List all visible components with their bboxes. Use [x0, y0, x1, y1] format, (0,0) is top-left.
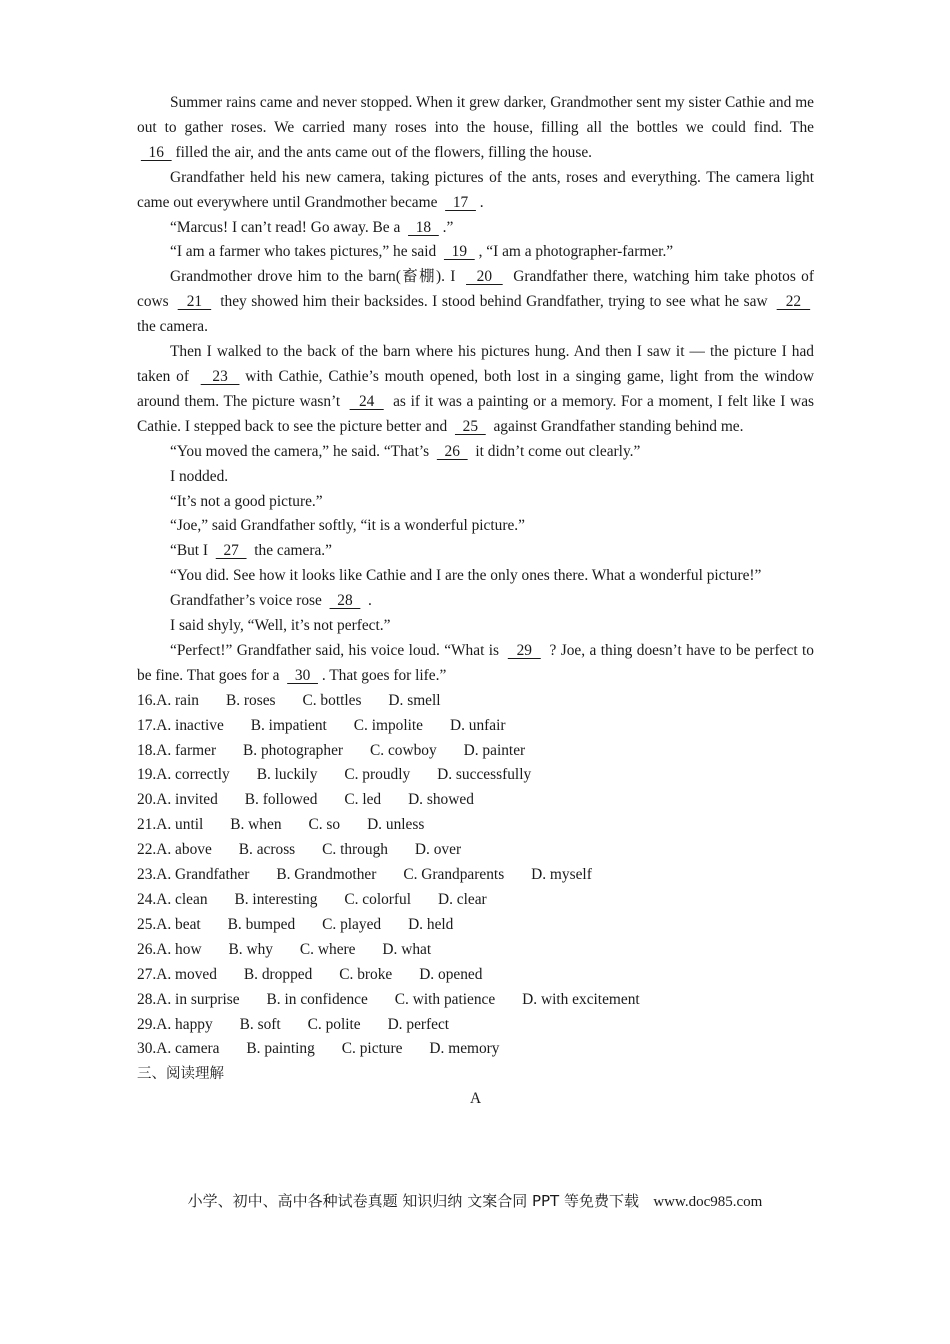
option-row-25: [137, 913, 814, 938]
option-num: 27.: [137, 965, 157, 983]
option-a[interactable]: A. clean: [156, 891, 208, 908]
passage-paragraph: [137, 440, 814, 465]
option-b[interactable]: B. followed: [244, 791, 318, 809]
option-d[interactable]: D. myself: [531, 866, 592, 884]
passage-text: “But I: [170, 542, 212, 560]
option-row-28: [137, 988, 814, 1013]
option-num: 30.: [137, 1040, 157, 1058]
blank-17: 17: [445, 193, 476, 211]
option-row-29: [137, 1013, 814, 1038]
options-list: [137, 689, 814, 1063]
passage-text: .”: [442, 218, 454, 236]
option-c[interactable]: C. played: [322, 915, 382, 933]
option-b[interactable]: B. roses: [225, 691, 276, 709]
option-num: 25.: [137, 915, 157, 933]
footer: [0, 1190, 950, 1211]
passage-paragraph: [137, 589, 814, 614]
option-row-19: [137, 763, 814, 788]
option-num: 20.: [137, 791, 157, 809]
part-label: A: [469, 1090, 482, 1108]
option-b[interactable]: B. photographer: [243, 741, 344, 759]
passage-text: “Perfect!” Grandfather said, his voice loud. “What is: [170, 641, 504, 659]
passage-text: against Grandfather standing behind me.: [489, 417, 744, 435]
passage-paragraph: [137, 216, 814, 241]
option-row-27: [137, 963, 814, 988]
option-a[interactable]: A. happy: [156, 1015, 213, 1033]
passage-text: .: [479, 193, 484, 211]
option-d[interactable]: D. what: [382, 940, 432, 958]
option-a[interactable]: A. in surprise: [156, 990, 240, 1008]
option-b[interactable]: B. when: [230, 816, 282, 834]
passage-text: Grandfather held his new camera, taking pictures of the ants, roses and everything. The camera light came out everywhere until Grandmother became: [137, 168, 814, 211]
passage-paragraph: [137, 490, 814, 515]
passage-text: filled the air, and the ants came out of the flowers, filling the house.: [175, 143, 593, 161]
option-a[interactable]: A. above: [156, 841, 212, 859]
section-title: 三、阅读理解: [137, 1066, 224, 1083]
passage-text: .: [364, 592, 372, 610]
passage-paragraph: [137, 340, 814, 440]
option-a[interactable]: A. invited: [156, 791, 218, 809]
option-d[interactable]: D. opened: [419, 965, 483, 983]
passage-text: the camera.”: [250, 542, 332, 560]
passage-paragraph: [137, 240, 814, 265]
option-num: 16.: [137, 691, 157, 709]
option-c[interactable]: C. impolite: [353, 716, 424, 734]
passage-text: I said shyly, “Well, it’s not perfect.”: [170, 617, 391, 635]
passage-text: they showed him their backsides. I stood behind Grandfather, trying to see what he saw: [215, 293, 773, 311]
passage-text: “I am a farmer who takes pictures,” he said: [170, 243, 441, 261]
option-d[interactable]: D. unless: [367, 816, 425, 834]
option-row-30: [137, 1037, 814, 1062]
passage-paragraph: [137, 91, 814, 166]
option-c[interactable]: C. proudly: [344, 766, 411, 784]
passage-paragraph: [137, 614, 814, 639]
blank-22: 22: [776, 293, 811, 311]
blank-28: 28: [329, 592, 361, 610]
blank-18: 18: [408, 218, 439, 236]
option-d[interactable]: D. perfect: [387, 1015, 450, 1033]
passage-text: Then I walked to the back of the barn where his pictures hung. And then I saw it — the picture I had taken of: [137, 343, 814, 385]
passage-text: with Cathie, Cathie’s mouth opened, both lost in a singing game, light from the window around them. The picture wasn’t: [137, 367, 814, 410]
option-row-21: [137, 813, 814, 838]
blank-20: 20: [466, 268, 503, 286]
option-row-24: [137, 888, 814, 913]
option-row-16: [137, 689, 814, 714]
passage-text: , “I am a photographer-farmer.”: [478, 243, 674, 261]
blank-25: 25: [454, 417, 486, 435]
blank-29: 29: [507, 641, 541, 659]
option-a[interactable]: A. rain: [156, 691, 199, 709]
option-row-26: [137, 938, 814, 963]
blank-24: 24: [349, 392, 384, 410]
option-a[interactable]: A. beat: [156, 915, 201, 933]
footer-text: 小学、初中、高中各种试卷真题 知识归纳 文案合同 PPT 等免费下载: [187, 1192, 639, 1210]
passage-text: Grandfather’s voice rose: [170, 592, 326, 610]
option-b[interactable]: B. interesting: [234, 891, 318, 908]
option-c[interactable]: C. led: [344, 791, 382, 809]
option-a[interactable]: A. camera: [156, 1040, 220, 1058]
passage-paragraph: [137, 514, 814, 539]
option-d[interactable]: D. memory: [429, 1040, 500, 1058]
option-a[interactable]: A. inactive: [156, 716, 224, 734]
passage-text: I nodded.: [170, 467, 229, 485]
option-num: 28.: [137, 990, 157, 1008]
passage-paragraph: [137, 166, 814, 216]
option-b[interactable]: B. why: [228, 940, 273, 958]
option-a[interactable]: A. moved: [156, 965, 217, 983]
option-row-23: [137, 863, 814, 888]
blank-19: 19: [443, 243, 475, 261]
option-b[interactable]: B. across: [238, 841, 296, 859]
option-row-22: [137, 838, 814, 863]
option-a[interactable]: A. how: [156, 940, 202, 958]
passage-paragraph: [137, 564, 814, 589]
option-d[interactable]: D. clear: [437, 891, 487, 908]
option-c[interactable]: C. picture: [341, 1040, 403, 1058]
option-d[interactable]: D. held: [408, 915, 454, 933]
option-c[interactable]: C. Grandparents: [403, 866, 505, 884]
option-b[interactable]: B. Grandmother: [276, 866, 377, 884]
option-num: 23.: [137, 866, 157, 884]
option-row-18: [137, 739, 814, 764]
blank-16: 16: [140, 143, 172, 161]
option-num: 29.: [137, 1015, 157, 1033]
option-a[interactable]: A. correctly: [156, 766, 230, 784]
option-num: 22.: [137, 841, 157, 859]
option-num: 24.: [137, 891, 157, 908]
option-b[interactable]: B. dropped: [243, 965, 313, 983]
passage-text: it didn’t come out clearly.”: [471, 442, 641, 460]
option-c[interactable]: C. through: [322, 841, 388, 859]
passage-paragraph: [137, 465, 814, 490]
blank-27: 27: [215, 542, 247, 560]
option-num: 17.: [137, 716, 157, 734]
option-a[interactable]: A. until: [156, 816, 204, 834]
passage-text: ? Joe, a thing doesn’t have to be perfect to be fine. That goes for a: [137, 641, 814, 684]
passage-text: Summer rains came and never stopped. When it grew darker, Grandmother sent my sister Cathie and me out to gather roses. We carried many roses into the house, filling all the bottles we could find. The: [137, 94, 814, 136]
exam-content: [137, 91, 814, 1112]
option-b[interactable]: B. impatient: [250, 716, 327, 734]
option-row-20: [137, 788, 814, 813]
option-a[interactable]: A. farmer: [156, 741, 217, 759]
blank-21: 21: [177, 293, 212, 311]
option-b[interactable]: B. soft: [239, 1015, 281, 1033]
passage-paragraph: [137, 539, 814, 564]
option-b[interactable]: B. painting: [246, 1040, 315, 1058]
passage-text: “It’s not a good picture.”: [170, 492, 323, 510]
option-b[interactable]: B. luckily: [256, 766, 318, 784]
option-d[interactable]: D. painter: [463, 741, 526, 759]
option-a[interactable]: A. Grandfather: [156, 866, 250, 884]
footer-url[interactable]: www.doc985.com: [653, 1194, 763, 1210]
option-c[interactable]: C. polite: [307, 1015, 361, 1033]
passage-text: the camera.: [137, 318, 208, 336]
passage-text: “You moved the camera,” he said. “That’s: [170, 442, 433, 460]
option-num: 21.: [137, 816, 157, 834]
option-d[interactable]: D. successfully: [437, 766, 532, 784]
passage-text: “Joe,” said Grandfather softly, “it is a wonderful picture.”: [170, 517, 525, 535]
passage-text: “Marcus! I can’t read! Go away. Be a: [170, 218, 405, 236]
blank-23: 23: [200, 367, 240, 385]
option-d[interactable]: D. showed: [408, 791, 474, 809]
option-c[interactable]: C. cowboy: [369, 741, 437, 759]
option-num: 18.: [137, 741, 157, 759]
option-b[interactable]: B. bumped: [227, 915, 296, 933]
passage-text: “You did. See how it looks like Cathie and I are the only ones there. What a wonderful picture!”: [170, 567, 762, 585]
option-c[interactable]: C. bottles: [302, 691, 362, 709]
option-num: 26.: [137, 940, 157, 958]
option-row-17: [137, 714, 814, 739]
option-c[interactable]: C. with patience: [394, 990, 496, 1008]
option-d[interactable]: D. smell: [388, 691, 441, 709]
blank-26: 26: [436, 442, 468, 460]
blank-30: 30: [287, 666, 318, 684]
cloze-passage: [137, 91, 814, 689]
option-d[interactable]: D. over: [414, 841, 462, 859]
passage-paragraph: [137, 265, 814, 340]
option-c[interactable]: C. broke: [339, 965, 393, 983]
option-c[interactable]: C. where: [299, 940, 356, 958]
option-b[interactable]: B. in confidence: [266, 990, 368, 1008]
passage-text: . That goes for life.”: [321, 666, 447, 684]
option-c[interactable]: C. so: [308, 816, 341, 834]
option-d[interactable]: D. with excitement: [522, 990, 640, 1008]
passage-text: Grandfather there, watching him take photos of cows: [137, 268, 814, 311]
option-num: 19.: [137, 766, 157, 784]
option-d[interactable]: D. unfair: [449, 716, 506, 734]
passage-text: as if it was a painting or a memory. For a moment, I felt like I was Cathie. I stepped back to see the picture better and: [137, 392, 815, 435]
option-c[interactable]: C. colorful: [344, 891, 412, 908]
passage-text: Grandmother drove him to the barn(畜棚). I: [170, 268, 461, 286]
passage-paragraph: [137, 639, 814, 689]
